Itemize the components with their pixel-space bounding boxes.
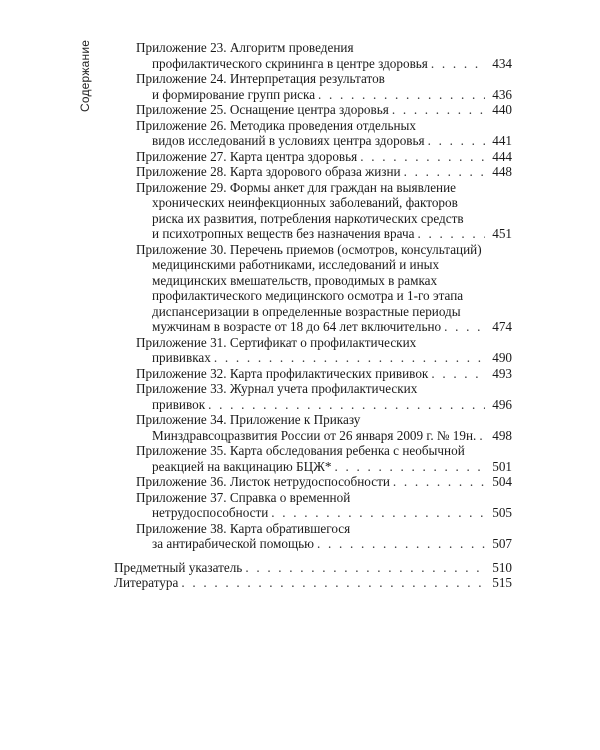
section-gap — [114, 552, 512, 560]
toc-entry[interactable] — [114, 102, 512, 118]
page-number: 474 — [492, 319, 512, 334]
page-number: 510 — [492, 559, 512, 575]
toc-entry-title-line: и психотропных веществ без назначения врача — [152, 226, 415, 241]
page-number: 504 — [492, 474, 512, 489]
toc-entry[interactable] — [114, 412, 512, 443]
toc-entry-final-line — [114, 536, 512, 552]
toc-entry-final-line — [114, 133, 512, 149]
dot-leader — [317, 536, 485, 552]
toc-entry-final-line — [114, 102, 512, 118]
toc-entry-title-line: медицинскими работниками, исследований и иных — [152, 257, 440, 272]
table-of-contents — [114, 40, 512, 591]
toc-entry[interactable] — [114, 443, 512, 474]
toc-entry-final-line — [114, 226, 512, 242]
toc-entry-title-line: Приложение 29. Формы анкет для граждан на выявление — [136, 179, 457, 195]
toc-entry-final-line — [114, 459, 512, 475]
dot-leader — [393, 474, 485, 490]
toc-entry-title-line: видов исследований в условиях центра здоровья — [152, 133, 425, 148]
toc-entry[interactable] — [114, 40, 512, 71]
toc-entry-title-line: мужчинам в возрасте от 18 до 64 лет включительно — [152, 319, 442, 334]
dot-leader — [181, 575, 485, 591]
page-number: 515 — [492, 575, 512, 590]
toc-entry-final-line — [114, 87, 512, 103]
dot-leader — [444, 319, 485, 335]
top-level-list — [114, 560, 512, 591]
toc-entry-title-line: Приложение 28. Карта здорового образа жизни — [136, 164, 401, 179]
page-number: 440 — [492, 102, 512, 117]
dot-leader — [428, 133, 485, 149]
toc-entry-final-line — [114, 560, 512, 576]
dot-leader — [392, 102, 485, 118]
toc-entry-title-line: профилактического медицинского осмотра и 1-го этапа — [152, 288, 464, 303]
toc-entry[interactable] — [114, 118, 512, 149]
page-number: 507 — [492, 536, 512, 551]
toc-entry[interactable] — [114, 335, 512, 366]
toc-entry-title-line: нетрудоспособности — [152, 505, 269, 520]
toc-entry-title-line: медицинских вмешательств, проводимых в рамках — [152, 272, 438, 288]
toc-entry-final-line — [114, 474, 512, 490]
dot-leader — [335, 459, 485, 475]
toc-entry-title-line: Приложение 38. Карта обратившегося — [136, 520, 351, 536]
running-head-section: Содержание — [78, 40, 92, 113]
toc-entry-title-line: Приложение 33. Журнал учета профилактических — [136, 381, 418, 396]
toc-entry[interactable] — [114, 575, 512, 591]
page-number: 444 — [492, 148, 512, 164]
page-number: 493 — [492, 365, 512, 381]
toc-entry-title-line: Приложение 37. Справка о временной — [136, 489, 351, 505]
dot-leader — [245, 560, 485, 576]
dot-leader — [214, 350, 485, 366]
toc-entry-title-line: Приложение 36. Листок нетрудоспособности — [136, 474, 390, 489]
toc-entry-final-line — [114, 428, 512, 444]
toc-entry-final-line — [114, 350, 512, 366]
toc-entry[interactable] — [114, 474, 512, 490]
toc-entry-title-line: диспансеризации в определенные возрастные периоды — [152, 303, 461, 319]
dot-leader — [417, 226, 485, 242]
page-number: 505 — [492, 505, 512, 520]
toc-entry-title-line: Литература — [114, 575, 179, 590]
dot-leader — [404, 164, 485, 180]
page-number: 501 — [492, 458, 512, 474]
dot-leader — [431, 56, 485, 72]
toc-entry-final-line — [114, 366, 512, 382]
toc-entry-title-line: Приложение 35. Карта обследования ребенка с необычной — [136, 443, 465, 458]
page-number: 490 — [492, 350, 512, 365]
toc-entry-title-line: Приложение 24. Интерпретация результатов — [136, 71, 385, 86]
page-number: 441 — [492, 133, 512, 148]
dot-leader — [360, 149, 485, 165]
toc-entry-title-line: Приложение 23. Алгоритм проведения — [136, 40, 354, 55]
dot-leader — [318, 87, 485, 103]
toc-entry-title-line: прививках — [152, 350, 211, 365]
toc-entry-title-line: хронических неинфекционных заболеваний, факторов — [152, 195, 458, 210]
page-number: 496 — [492, 396, 512, 412]
toc-entry[interactable] — [114, 381, 512, 412]
page-number: 448 — [492, 164, 512, 179]
toc-entry-title-line: Приложение 30. Перечень приемов (осмотров, консультаций) — [136, 241, 482, 257]
toc-entry-final-line — [114, 319, 512, 335]
toc-entry[interactable] — [114, 366, 512, 382]
dot-leader — [431, 366, 485, 382]
appendix-list — [114, 40, 512, 552]
toc-entry-title-line: Приложение 27. Карта центра здоровья — [136, 148, 358, 164]
toc-entry-title-line: Приложение 32. Карта профилактических прививок — [136, 365, 429, 381]
page-number: 434 — [492, 55, 512, 71]
toc-entry-title-line: Приложение 26. Методика проведения отдельных — [136, 117, 416, 133]
toc-entry[interactable] — [114, 180, 512, 242]
dot-leader — [208, 397, 485, 413]
toc-entry[interactable] — [114, 560, 512, 576]
dot-leader — [479, 428, 485, 444]
toc-entry-final-line — [114, 56, 512, 72]
toc-entry-final-line — [114, 397, 512, 413]
toc-entry-title-line: и формирование групп риска — [152, 86, 316, 102]
dot-leader — [271, 505, 485, 521]
toc-entry[interactable] — [114, 490, 512, 521]
toc-entry-title-line: прививок — [152, 396, 206, 412]
toc-entry-title-line: профилактического скрининга в центре здоровья — [152, 55, 428, 71]
toc-entry-title-line: Приложение 34. Приложение к Приказу — [136, 412, 361, 427]
toc-entry[interactable] — [114, 71, 512, 102]
toc-entry-title-line: Предметный указатель — [114, 559, 243, 575]
page-number: 436 — [492, 86, 512, 102]
toc-entry-final-line — [114, 575, 512, 591]
page-number: 498 — [492, 427, 512, 443]
toc-entry-final-line — [114, 149, 512, 165]
toc-entry-title-line: Минздравсоцразвития России от 26 января 2009 г. № 19н. — [152, 427, 477, 443]
toc-entry-title-line: за антирабической помощью — [152, 536, 315, 551]
toc-entry-final-line — [114, 164, 512, 180]
page-number: 451 — [492, 226, 512, 241]
toc-entry-title-line: Приложение 25. Оснащение центра здоровья — [136, 102, 389, 117]
toc-entry[interactable] — [114, 164, 512, 180]
toc-entry-title-line: Приложение 31. Сертификат о профилактических — [136, 334, 417, 350]
toc-entry[interactable] — [114, 149, 512, 165]
toc-entry-title-line: риска их развития, потребления наркотических средств — [152, 210, 464, 226]
toc-entry-title-line: реакцией на вакцинацию БЦЖ* — [152, 458, 332, 474]
toc-entry-final-line — [114, 505, 512, 521]
toc-entry[interactable] — [114, 521, 512, 552]
toc-entry[interactable] — [114, 242, 512, 335]
